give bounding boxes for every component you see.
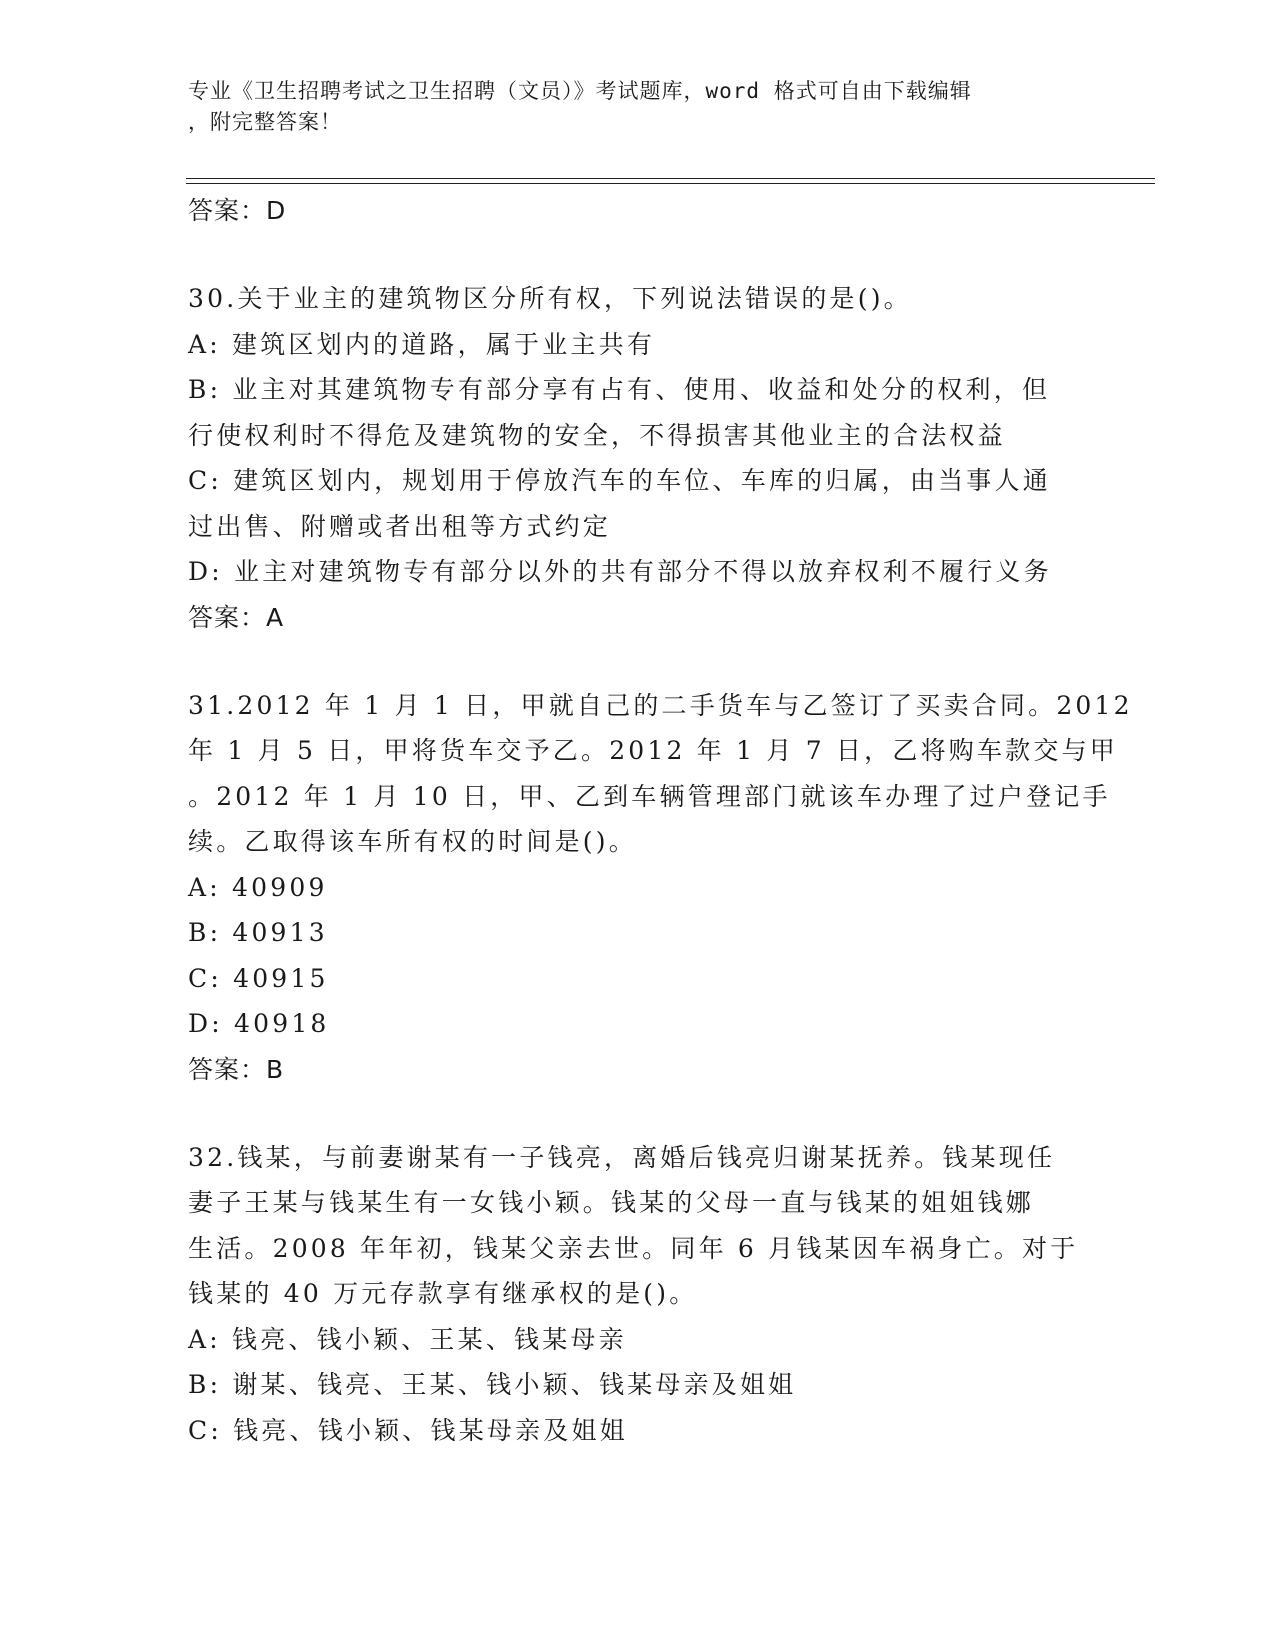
- question-stem-continued: 钱某的 40 万元存款享有继承权的是()。: [188, 1279, 698, 1308]
- question-stem-continued: 续。乙取得该车所有权的时间是()。: [188, 827, 637, 856]
- question-stem: 30.关于业主的建筑物区分所有权，下列说法错误的是()。: [188, 284, 912, 313]
- spacer: [188, 1092, 1088, 1135]
- question-stem: 32.钱某，与前妻谢某有一子钱亮，离婚后钱亮归谢某抚养。钱某现任: [188, 1142, 1056, 1172]
- question-list: [188, 188, 1133, 1453]
- question-32: [188, 1135, 1088, 1454]
- header-rule: [186, 178, 1155, 179]
- answer-line: 答案：B: [188, 1054, 285, 1084]
- spacer: [188, 233, 1088, 276]
- question-stem-continued: 生活。2008 年年初，钱某父亲去世。同年 6 月钱某因车祸身亡。对于: [188, 1233, 1079, 1263]
- question-stem-continued: 妻子王某与钱某生有一女钱小颖。钱某的父母一直与钱某的姐姐钱娜: [188, 1188, 1035, 1217]
- header-line: 专业《卫生招聘考试之卫生招聘（文员）》考试题库，word 格式可自由下载编辑: [188, 79, 972, 103]
- spacer: [188, 640, 1088, 683]
- option-c-continued: 过出售、附赠或者出租等方式约定: [188, 511, 612, 541]
- option-a: A: 钱亮、钱小颖、王某、钱某母亲: [188, 1324, 627, 1354]
- option-c: C: 建筑区划内，规划用于停放汽车的车位、车库的归属，由当事人通: [188, 466, 1051, 495]
- page-header: [188, 76, 1088, 138]
- option-a: A: 40909: [188, 872, 328, 902]
- question-31: [188, 683, 1133, 1092]
- question-stem-continued: 年 1 月 5 日，甲将货车交予乙。2012 年 1 月 7 日，乙将购车款交与甲: [188, 736, 1118, 765]
- option-a: A: 建筑区划内的道路，属于业主共有: [188, 329, 656, 359]
- question-stem: 31.2012 年 1 月 1 日，甲就自己的二手货车与乙签订了买卖合同。2012: [188, 690, 1133, 720]
- option-d: D: 业主对建筑物专有部分以外的共有部分不得以放弃权利不履行义务: [188, 557, 1052, 586]
- option-d: D: 40918: [188, 1009, 330, 1038]
- option-c: C: 40915: [188, 963, 329, 993]
- answer-line: 答案：A: [188, 602, 285, 632]
- option-b-continued: 行使权利时不得危及建筑物的安全，不得损害其他业主的合法权益: [188, 420, 1006, 450]
- answer-line: 答案：D: [188, 196, 287, 225]
- option-c: C: 钱亮、钱小颖、钱某母亲及姐姐: [188, 1415, 628, 1445]
- option-b: B: 业主对其建筑物专有部分享有占有、使用、收益和处分的权利，但: [188, 375, 1051, 404]
- question-stem-continued: 。2012 年 1 月 10 日，甲、乙到车辆管理部门就该车办理了过户登记手: [188, 781, 1111, 811]
- option-b: B: 谢某、钱亮、王某、钱小颖、钱某母亲及姐姐: [188, 1370, 797, 1399]
- header-line: ，附完整答案！: [188, 110, 342, 134]
- header-rule: [186, 183, 1155, 184]
- question-30: [188, 276, 1088, 640]
- option-b: B: 40913: [188, 918, 328, 947]
